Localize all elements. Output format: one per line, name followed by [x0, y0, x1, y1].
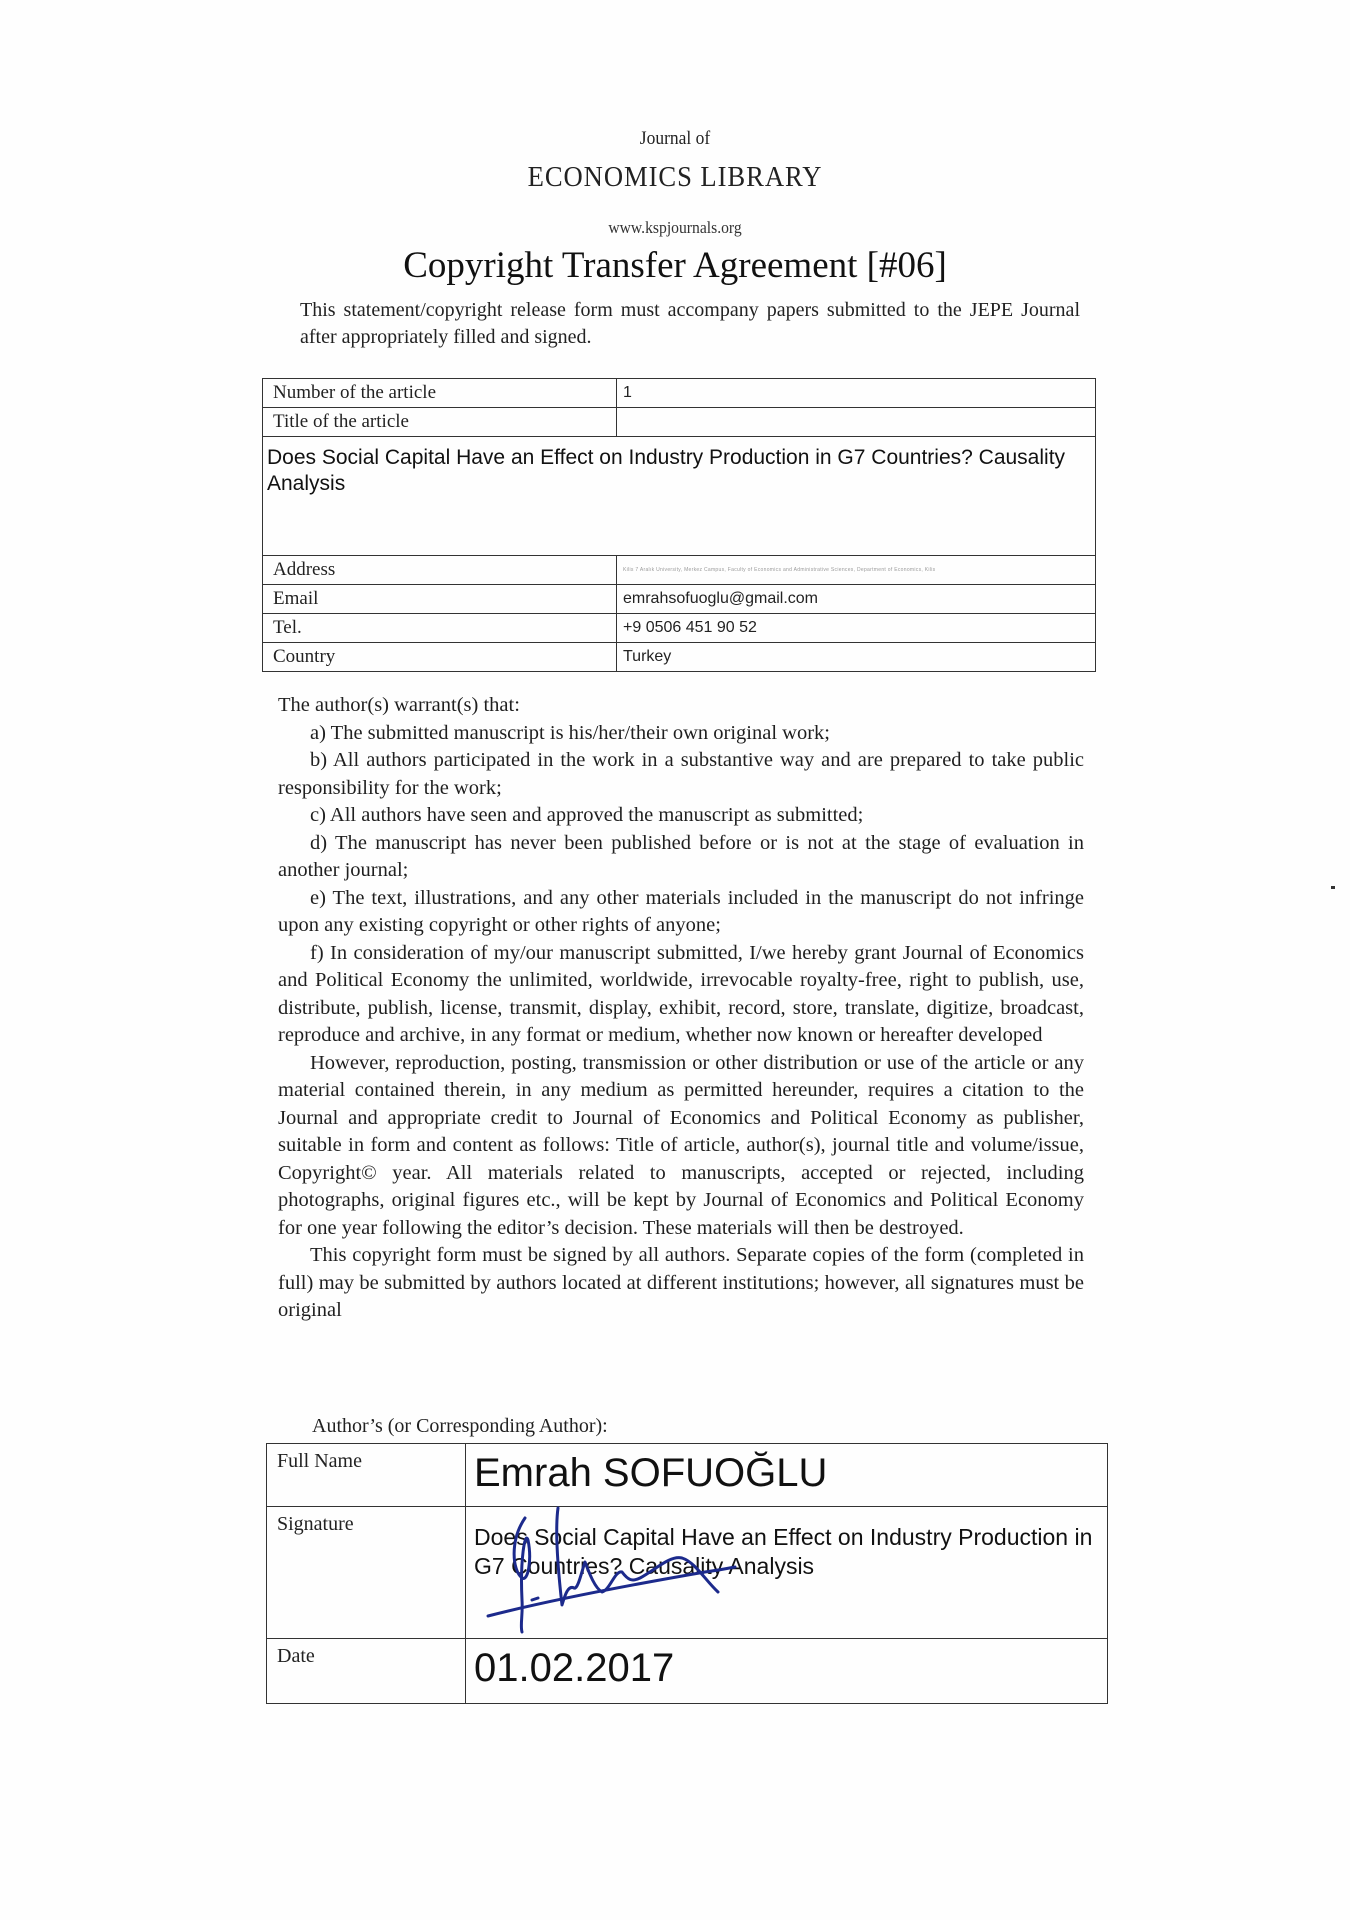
table-row [263, 437, 1096, 556]
number-value: 1 [617, 379, 1096, 408]
warranty-item-c: c) All authors have seen and approved the manuscript as submitted; [310, 804, 864, 826]
title-label: Title of the article [263, 408, 617, 437]
author-section-label: Author’s (or Corresponding Author): [312, 1415, 608, 1437]
journal-brand: ECONOMICS LIBRARY [527, 162, 823, 193]
warranty-item-a: a) The submitted manuscript is his/her/their own original work; [310, 721, 830, 744]
warranty-item-f: f) In consideration of my/our manuscript submitted, I/we hereby grant Journal of Economics and Political Economy the unlimited, worldwide, irrevocable royalty-free, right to publish, use, distribute, publish, license, transmit, display, exhibit, record, store, translate, digitize, broadcast, reproduce and archive, in any format or medium, whether now known or hereafter developed [278, 941, 1084, 1046]
date-value: 01.02.2017 [466, 1639, 1108, 1704]
article-info-table [262, 378, 1096, 672]
warranty-item-b: b) All authors participated in the work in a substantive way and are prepared to take public responsibility for the work; [278, 749, 1084, 799]
email-label: Email [263, 585, 617, 614]
table-row [263, 379, 1096, 408]
full-name-label: Full Name [267, 1444, 466, 1507]
full-name-value: Emrah SOFUOĞLU [466, 1444, 1108, 1507]
warranty-item-e: e) The text, illustrations, and any other materials included in the manuscript do not infringe upon any existing copyright or other rights of anyone; [278, 886, 1084, 936]
tel-label: Tel. [263, 614, 617, 643]
table-row [263, 614, 1096, 643]
date-label: Date [267, 1639, 466, 1704]
signature-label: Signature [267, 1507, 466, 1639]
table-row [267, 1507, 1108, 1639]
table-row [267, 1639, 1108, 1704]
however-paragraph: However, reproduction, posting, transmission or other distribution or use of the article or any material contained therein, in any medium as permitted hereunder, requires a citation to the Journal and appropriate credit to Journal of Economics and Political Economy as publisher, suitable in form and content as follows: Title of article, author(s), journal title and volume/issue, Copyright© year. All materials related to manuscripts, accepted or rejected, including photographs, original figures etc., will be kept by Journal of Economics and Political Economy for one year following the editor’s decision. These materials will then be destroyed. [278, 1051, 1084, 1239]
author-table [266, 1443, 1108, 1704]
table-row [263, 556, 1096, 585]
warranty-lead: The author(s) warrant(s) that: [278, 694, 520, 716]
intro-statement: This statement/copyright release form must accompany papers submitted to the JEPE Journal after appropriately filled and signed. [300, 299, 1080, 348]
article-title-value: Does Social Capital Have an Effect on Industry Production in G7 Countries? Causality Analysis [263, 437, 1096, 556]
table-row [263, 585, 1096, 614]
tel-value: +9 0506 451 90 52 [617, 614, 1096, 643]
country-label: Country [263, 643, 617, 672]
country-value: Turkey [617, 643, 1096, 672]
title-value-empty [617, 408, 1096, 437]
table-row [263, 408, 1096, 437]
signature-text: Does Social Capital Have an Effect on Industry Production in G7 Countries? Causality Analysis [466, 1507, 1108, 1639]
address-value: Kilis 7 Aralık University, Merkez Campus, Faculty of Economics and Administrative Sciences, Department of Economics, Kilis [617, 556, 1096, 585]
number-label: Number of the article [263, 379, 617, 408]
scan-speck [1331, 886, 1335, 889]
document-title: Copyright Transfer Agreement [#06] [403, 245, 947, 286]
table-row [263, 643, 1096, 672]
warranty-item-d: d) The manuscript has never been published before or is not at the stage of evaluation in another journal; [278, 831, 1084, 881]
closing-paragraph: This copyright form must be signed by all authors. Separate copies of the form (completed in full) may be submitted by authors located at different institutions; however, all signatures must be original [278, 1244, 1084, 1321]
table-row [267, 1444, 1108, 1507]
journal-of-label: Journal of [639, 128, 711, 149]
warranty-section [278, 692, 1084, 1325]
address-label: Address [263, 556, 617, 585]
journal-url: www.kspjournals.org [608, 218, 742, 237]
email-value: emrahsofuoglu@gmail.com [617, 585, 1096, 614]
